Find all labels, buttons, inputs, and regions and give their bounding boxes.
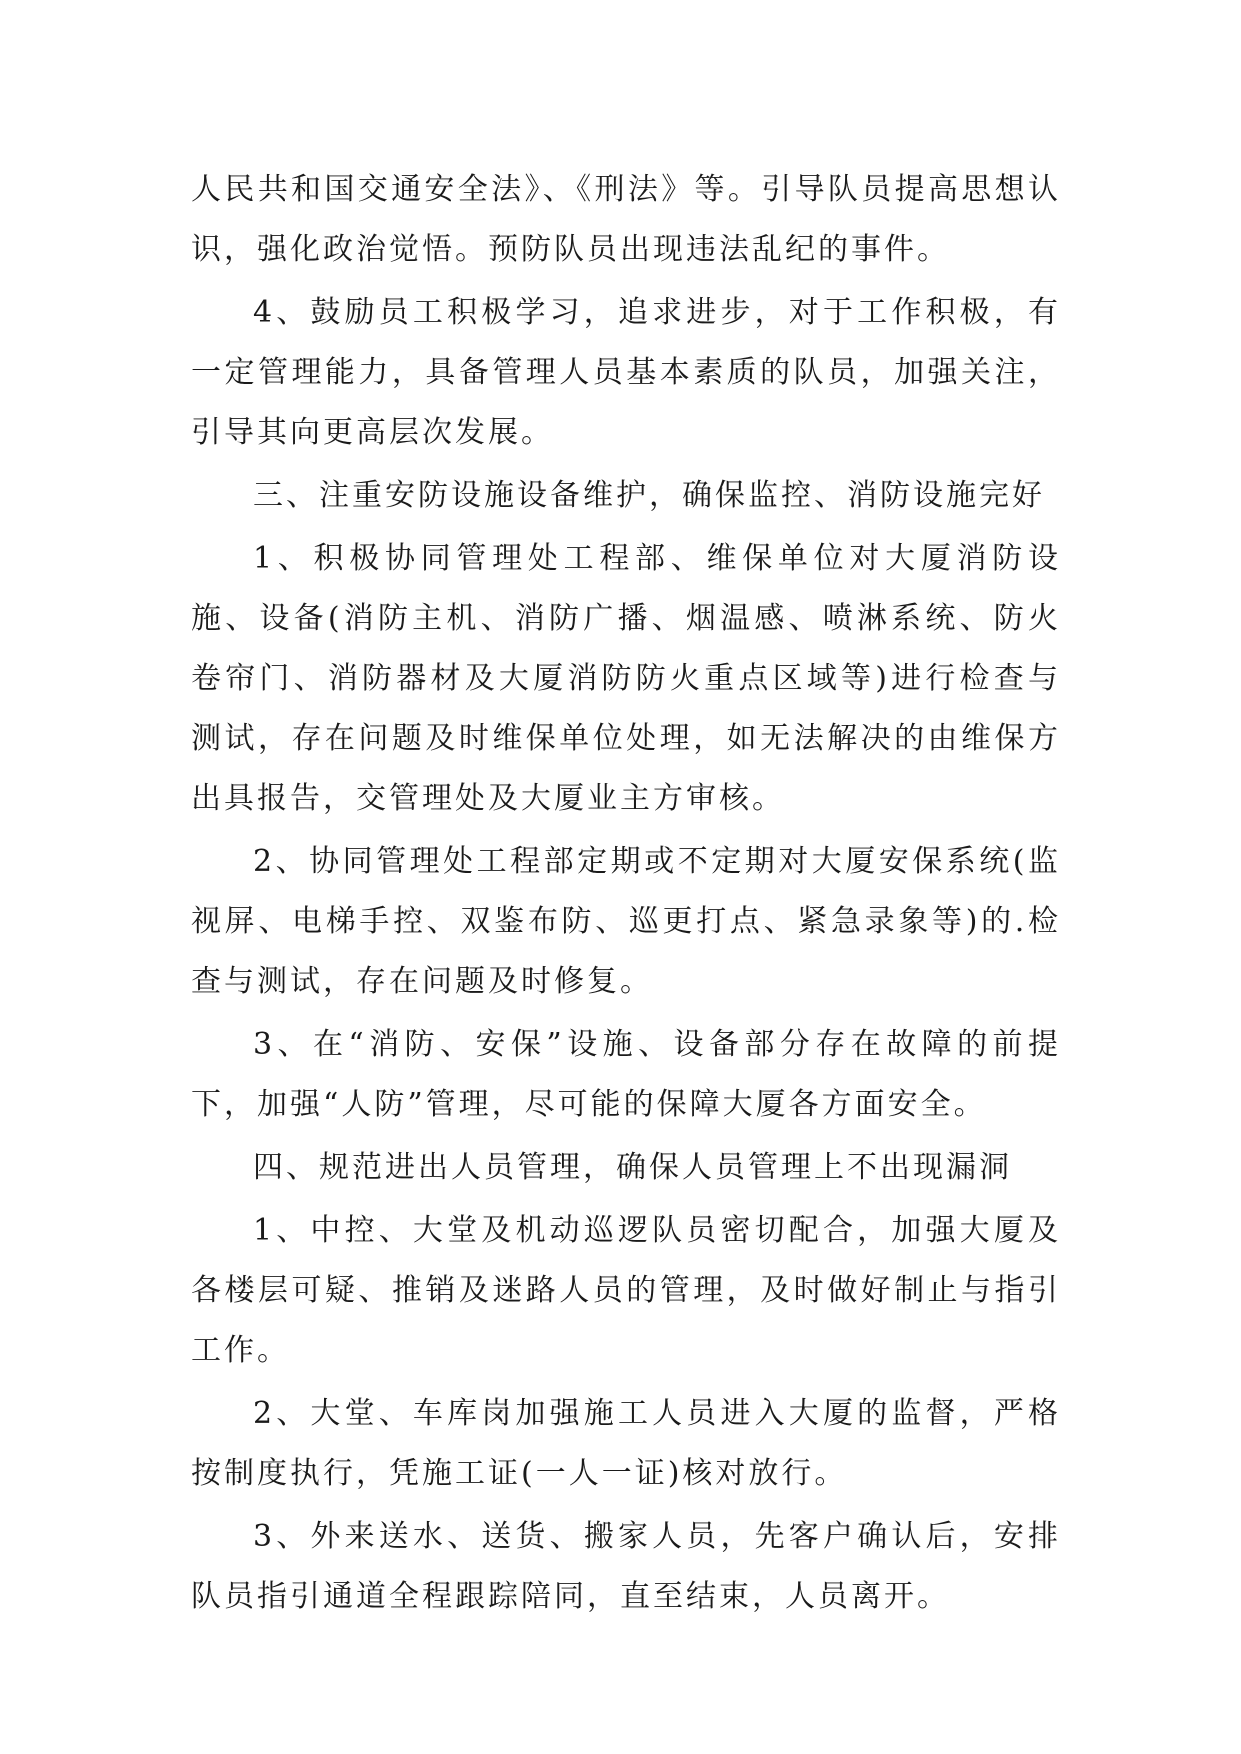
paragraph-security-system: 2、协同管理处工程部定期或不定期对大厦安保系统(监视屏、电梯手控、双鉴布防、巡更打点、紧急录象等)的.检查与测试，存在问题及时修复。 (191, 844, 1061, 999)
paragraph-continuation: 人民共和国交通安全法》、《刑法》等。引导队员提高思想认识，强化政治觉悟。预防队员出现违法乱纪的事件。 (191, 172, 1061, 267)
section-heading-4: 四、规范进出人员管理，确保人员管理上不出现漏洞 (253, 1150, 1012, 1185)
section-heading-3: 三、注重安防设施设备维护，确保监控、消防设施完好 (253, 478, 1045, 513)
paragraph-item-4-encourage-learning: 4、鼓励员工积极学习，追求进步，对于工作积极，有一定管理能力，具备管理人员基本素质的队员，加强关注，引导其向更高层次发展。 (191, 295, 1061, 450)
paragraph-human-defense: 3、在“消防、安保”设施、设备部分存在故障的前提下，加强“人防”管理，尽可能的保障大厦各方面安全。 (191, 1027, 1061, 1122)
paragraph-construction-workers: 2、大堂、车库岗加强施工人员进入大厦的监督，严格按制度执行，凭施工证(一人一证)核对放行。 (191, 1396, 1061, 1491)
paragraph-patrol-cooperation: 1、中控、大堂及机动巡逻队员密切配合，加强大厦及各楼层可疑、推销及迷路人员的管理，及时做好制止与指引工作。 (191, 1213, 1061, 1368)
paragraph-fire-facilities: 1、积极协同管理处工程部、维保单位对大厦消防设施、设备(消防主机、消防广播、烟温感、喷淋系统、防火卷帘门、消防器材及大厦消防防火重点区域等)进行检查与测试，存在问题及时维保单位处理，如无法解决的由维保方出具报告，交管理处及大厦业主方审核。 (191, 541, 1061, 816)
document-body (191, 160, 1061, 1630)
paragraph-delivery-personnel: 3、外来送水、送货、搬家人员，先客户确认后，安排队员指引通道全程跟踪陪同，直至结束，人员离开。 (191, 1519, 1061, 1614)
